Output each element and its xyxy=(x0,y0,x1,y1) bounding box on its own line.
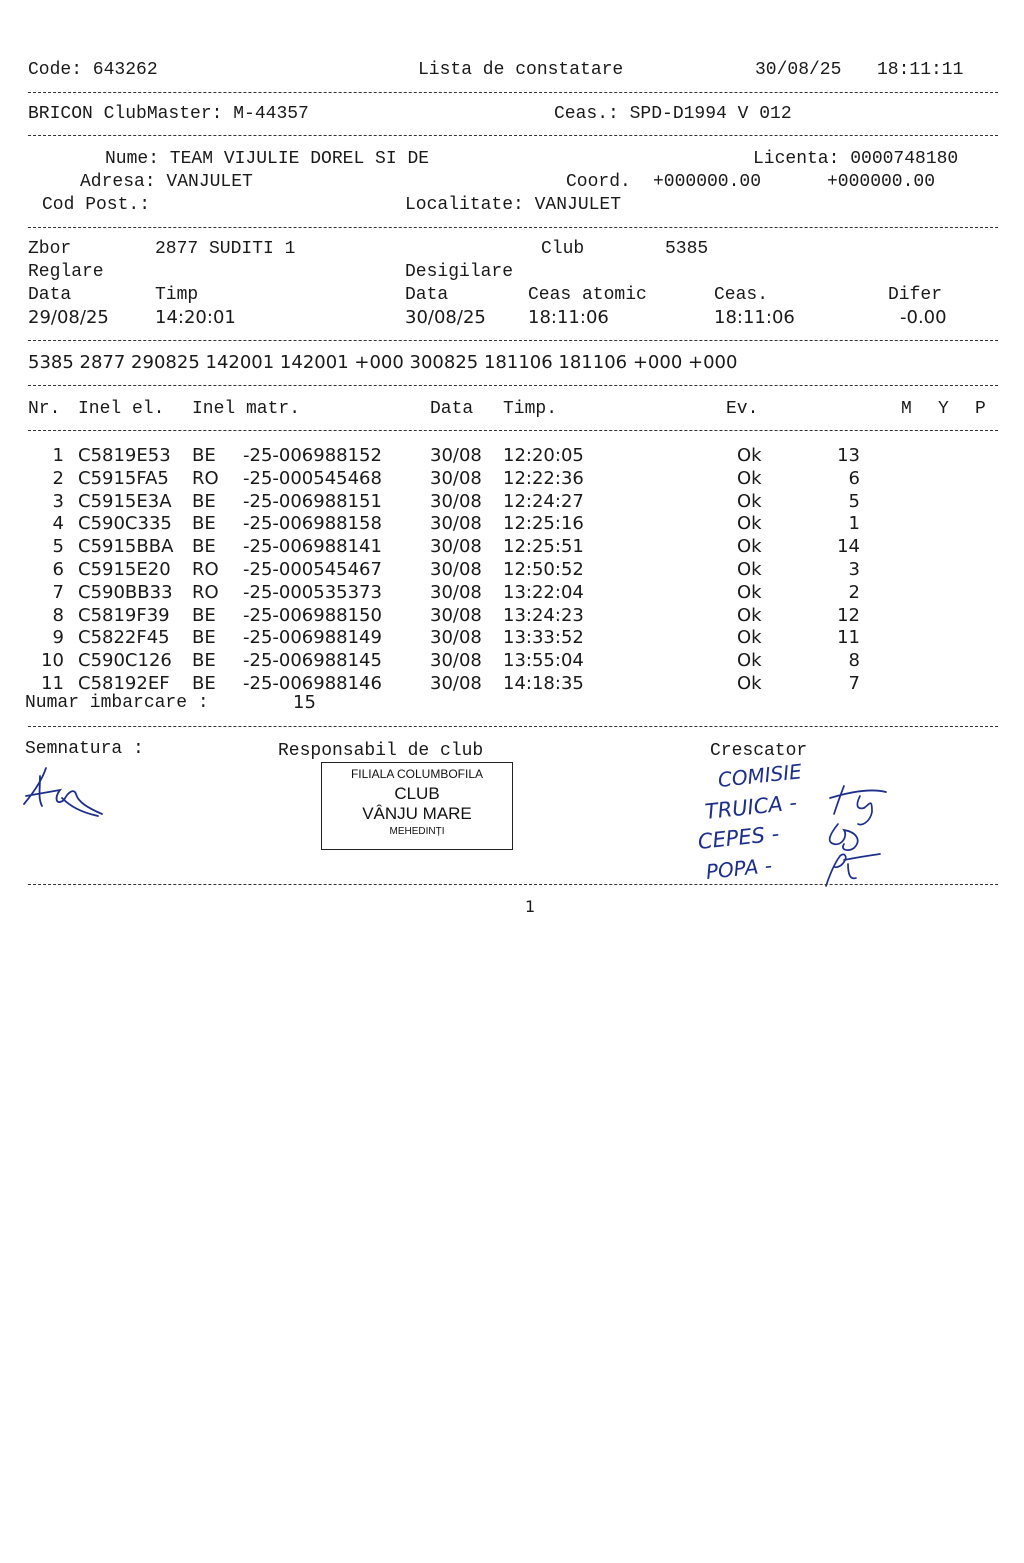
divider xyxy=(28,227,998,228)
th-m: M xyxy=(901,399,912,419)
row-value: 13 xyxy=(837,445,860,466)
zbor-label: Zbor xyxy=(28,239,72,259)
handwriting-cepes: CEPES - xyxy=(696,821,781,854)
row-value: 7 xyxy=(848,673,860,694)
code-line: 5385 2877 290825 142001 142001 +000 300825 181106 181106 +000 +000 xyxy=(28,352,738,373)
row-time: 12:25:16 xyxy=(503,513,584,535)
postal-code: Cod Post.: xyxy=(42,195,151,215)
row-country: BE xyxy=(192,673,216,694)
reglare-label: Reglare xyxy=(28,262,104,282)
desigilare-ceas: 18:11:06 xyxy=(714,307,795,328)
coord-y: +000000.00 xyxy=(827,172,936,192)
reglare-date: 29/08/25 xyxy=(28,307,109,328)
row-inel-matr: -25-006988158 xyxy=(243,513,382,535)
th-data: Data xyxy=(430,399,474,419)
col-ceas: Ceas. xyxy=(714,285,769,305)
col-atomic: Ceas atomic xyxy=(528,285,647,305)
row-nr: 7 xyxy=(52,581,64,603)
row-time: 13:22:04 xyxy=(503,581,584,603)
row-country: RO xyxy=(192,559,219,580)
row-time: 13:33:52 xyxy=(503,627,584,649)
row-nr: 1 xyxy=(52,445,64,466)
row-date: 30/08 xyxy=(430,467,482,489)
row-inel-el: C590C335 xyxy=(78,513,172,535)
row-country: BE xyxy=(192,536,216,558)
coord-x: +000000.00 xyxy=(653,172,762,192)
row-inel-matr: -25-006988146 xyxy=(243,673,382,694)
row-inel-matr: -25-000545467 xyxy=(243,559,382,580)
row-inel-el: C5915E20 xyxy=(78,559,171,580)
row-inel-matr: -25-000535373 xyxy=(243,581,382,603)
header-time: 18:11:11 xyxy=(877,60,964,80)
responsible-label: Responsabil de club xyxy=(278,741,484,761)
col-difer: Difer xyxy=(888,285,943,305)
row-inel-matr: -25-006988145 xyxy=(243,650,382,672)
row-time: 13:55:04 xyxy=(503,650,584,672)
code-label: Code: 643262 xyxy=(28,60,158,80)
row-ev: Ok xyxy=(737,559,762,580)
desigilare-difer: -0.00 xyxy=(900,307,947,328)
breeder-label: Crescator xyxy=(710,741,808,761)
th-timp: Timp. xyxy=(503,399,558,419)
row-value: 1 xyxy=(848,513,860,535)
row-inel-el: C5915FA5 xyxy=(78,467,169,489)
row-country: RO xyxy=(192,467,219,489)
row-inel-el: C5819E53 xyxy=(78,445,171,466)
th-inel-el: Inel el. xyxy=(78,399,165,419)
commission-signatures xyxy=(800,778,900,888)
row-value: 2 xyxy=(848,581,860,603)
row-nr: 2 xyxy=(52,467,64,489)
divider xyxy=(28,385,998,386)
row-time: 12:25:51 xyxy=(503,536,584,558)
col-data: Data xyxy=(28,285,72,305)
divider xyxy=(28,726,998,727)
col-timp: Timp xyxy=(155,285,199,305)
coord-label: Coord. xyxy=(566,172,631,192)
row-inel-el: C5819F39 xyxy=(78,604,170,626)
row-nr: 11 xyxy=(41,673,64,694)
row-inel-el: C590BB33 xyxy=(78,581,173,603)
row-value: 3 xyxy=(848,559,860,580)
signature-label: Semnatura : xyxy=(25,739,144,759)
row-nr: 5 xyxy=(52,536,64,558)
row-nr: 4 xyxy=(52,513,64,535)
page-number: 1 xyxy=(525,897,536,916)
embark-value: 15 xyxy=(293,692,316,713)
row-country: RO xyxy=(192,581,219,603)
row-date: 30/08 xyxy=(430,445,482,466)
divider xyxy=(28,135,998,136)
header-date: 30/08/25 xyxy=(755,60,842,80)
row-value: 6 xyxy=(848,467,860,489)
row-ev: Ok xyxy=(737,536,762,558)
handwriting-popa: POPA - xyxy=(704,853,774,884)
row-value: 12 xyxy=(837,604,860,626)
row-ev: Ok xyxy=(737,673,762,694)
row-ev: Ok xyxy=(737,490,762,512)
zbor-value: 2877 SUDITI 1 xyxy=(155,239,296,259)
row-country: BE xyxy=(192,627,216,649)
desigilare-atomic: 18:11:06 xyxy=(528,307,609,328)
club-stamp xyxy=(321,762,513,850)
row-value: 11 xyxy=(837,627,860,649)
row-ev: Ok xyxy=(737,513,762,535)
signature-scribble xyxy=(18,762,108,822)
reglare-time: 14:20:01 xyxy=(155,307,236,328)
th-y: Y xyxy=(938,399,949,419)
row-country: BE xyxy=(192,490,216,512)
row-time: 12:20:05 xyxy=(503,445,584,466)
row-nr: 8 xyxy=(52,604,64,626)
desigilare-date: 30/08/25 xyxy=(405,307,486,328)
row-time: 12:24:27 xyxy=(503,490,584,512)
divider xyxy=(28,884,998,885)
row-time: 12:50:52 xyxy=(503,559,584,580)
th-ev: Ev. xyxy=(726,399,759,419)
row-date: 30/08 xyxy=(430,673,482,694)
divider xyxy=(28,340,998,341)
row-date: 30/08 xyxy=(430,559,482,580)
document-title: Lista de constatare xyxy=(418,60,624,80)
row-inel-el: C5822F45 xyxy=(78,627,170,649)
row-inel-el: C590C126 xyxy=(78,650,172,672)
row-value: 8 xyxy=(848,650,860,672)
row-ev: Ok xyxy=(737,650,762,672)
row-country: BE xyxy=(192,513,216,535)
owner-name: Nume: TEAM VIJULIE DOREL SI DE xyxy=(105,149,430,169)
row-ev: Ok xyxy=(737,627,762,649)
row-date: 30/08 xyxy=(430,650,482,672)
row-inel-el: C5915BBA xyxy=(78,536,174,558)
row-inel-matr: -25-006988150 xyxy=(243,604,382,626)
stamp-line1: FILIALA COLUMBOFILA xyxy=(350,767,484,781)
row-country: BE xyxy=(192,650,216,672)
stamp-line3: VÂNJU MARE xyxy=(362,804,472,823)
row-ev: Ok xyxy=(737,581,762,603)
divider xyxy=(28,430,998,431)
th-inel-matr: Inel matr. xyxy=(192,399,301,419)
club-label: Club xyxy=(541,239,585,259)
row-inel-matr: -25-006988151 xyxy=(243,490,382,512)
col-data2: Data xyxy=(405,285,449,305)
stamp-line2: CLUB xyxy=(394,784,440,803)
clock-id: Ceas.: SPD-D1994 V 012 xyxy=(554,104,792,124)
row-inel-el: C58192EF xyxy=(78,673,170,694)
desigilare-label: Desigilare xyxy=(405,262,514,282)
row-value: 14 xyxy=(837,536,860,558)
row-ev: Ok xyxy=(737,604,762,626)
row-time: 13:24:23 xyxy=(503,604,584,626)
row-nr: 6 xyxy=(52,559,64,580)
row-ev: Ok xyxy=(737,467,762,489)
clubmaster-id: BRICON ClubMaster: M-44357 xyxy=(28,104,309,124)
owner-address: Adresa: VANJULET xyxy=(80,172,253,192)
row-country: BE xyxy=(192,604,216,626)
row-time: 12:22:36 xyxy=(503,467,584,489)
row-inel-matr: -25-000545468 xyxy=(243,467,382,489)
row-date: 30/08 xyxy=(430,627,482,649)
locality: Localitate: VANJULET xyxy=(405,195,622,215)
stamp-line4: MEHEDINȚI xyxy=(389,826,445,837)
row-inel-el: C5915E3A xyxy=(78,490,172,512)
handwriting-commission: COMISIE xyxy=(716,759,803,792)
license: Licenta: 0000748180 xyxy=(753,149,959,169)
row-nr: 3 xyxy=(52,490,64,512)
row-nr: 10 xyxy=(41,650,64,672)
row-inel-matr: -25-006988141 xyxy=(243,536,382,558)
row-country: BE xyxy=(192,445,216,466)
club-value: 5385 xyxy=(665,239,709,259)
row-date: 30/08 xyxy=(430,536,482,558)
row-time: 14:18:35 xyxy=(503,673,584,694)
row-date: 30/08 xyxy=(430,604,482,626)
row-inel-matr: -25-006988152 xyxy=(243,445,382,466)
row-date: 30/08 xyxy=(430,490,482,512)
row-date: 30/08 xyxy=(430,581,482,603)
row-value: 5 xyxy=(848,490,860,512)
row-ev: Ok xyxy=(737,445,762,466)
row-nr: 9 xyxy=(52,627,64,649)
th-p: P xyxy=(975,399,986,419)
divider xyxy=(28,92,998,93)
row-inel-matr: -25-006988149 xyxy=(243,627,382,649)
handwriting-truica: TRUICA - xyxy=(703,790,799,824)
th-nr: Nr. xyxy=(28,399,61,419)
embark-label: Numar imbarcare : xyxy=(25,693,209,713)
row-date: 30/08 xyxy=(430,513,482,535)
